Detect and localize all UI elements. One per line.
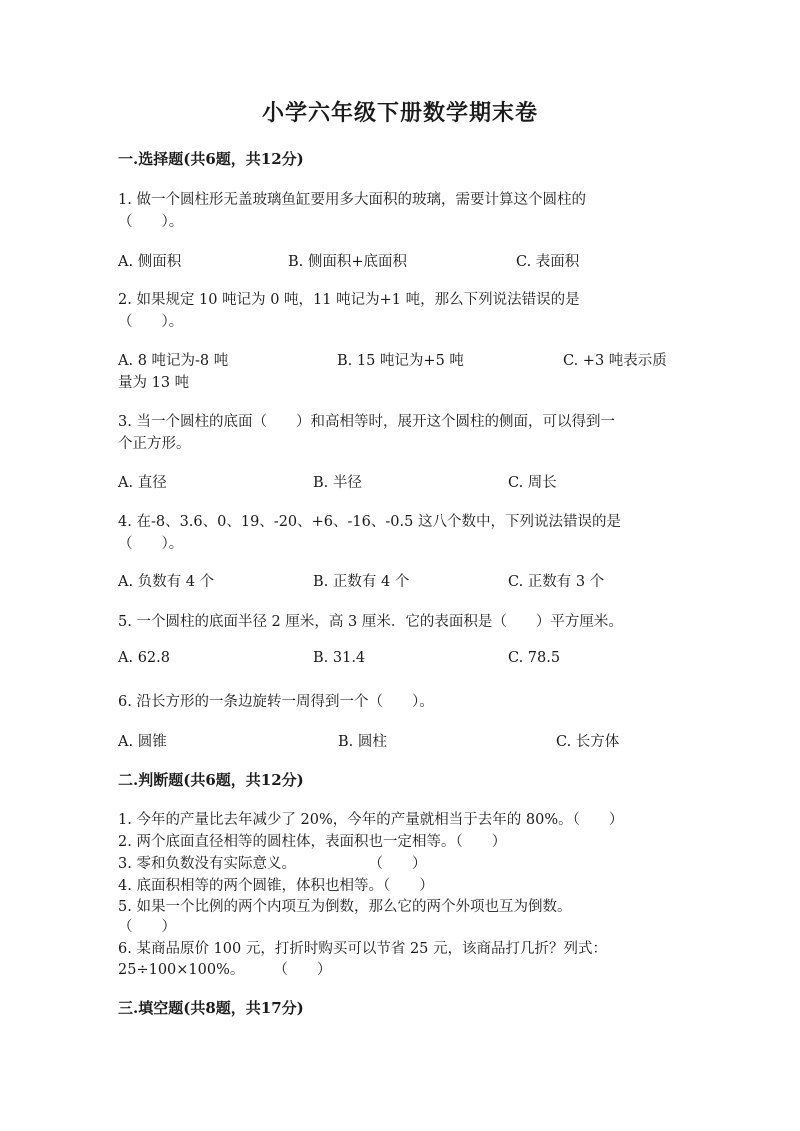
judge-question-6-line1: 6. 某商品原价 100 元，打折时购买可以节省 25 元，该商品打几折？列式： (118, 941, 608, 957)
choice-question-2-line1: 2. 如果规定 10 吨记为 0 吨，11 吨记为+1 吨，那么下列说法错误的是 (118, 292, 580, 308)
choice-3-option-b: B. 半径 (313, 475, 362, 491)
choice-1-option-b: B. 侧面积+底面积 (288, 254, 408, 270)
choice-5-option-b: B. 31.4 (313, 650, 366, 666)
choice-question-3-line1: 3. 当一个圆柱的底面（ ）和高相等时，展开这个圆柱的侧面，可以得到一 (118, 414, 615, 430)
choice-4-option-a: A. 负数有 4 个 (118, 574, 215, 590)
choice-question-1-line2: （ ）。 (118, 214, 184, 230)
section-heading-choice: 一.选择题(共6题，共12分) (118, 150, 304, 168)
choice-question-6: 6. 沿长方形的一条边旋转一周得到一个（ ）。 (118, 694, 434, 710)
section-heading-judge: 二.判断题(共6题，共12分) (118, 771, 304, 789)
choice-2-option-c: C. +3 吨表示质 (563, 353, 667, 369)
choice-2-option-c-cont: 量为 13 吨 (118, 375, 190, 391)
judge-question-5-line1: 5. 如果一个比例的两个内项互为倒数，那么它的两个外项也互为倒数。 (118, 899, 572, 915)
choice-6-option-c: C. 长方体 (556, 734, 620, 750)
choice-5-option-a: A. 62.8 (118, 650, 170, 666)
choice-1-option-a: A. 侧面积 (118, 254, 182, 270)
choice-1-option-c: C. 表面积 (516, 254, 580, 270)
choice-2-option-a: A. 8 吨记为-8 吨 (118, 353, 229, 369)
judge-question-4: 4. 底面积相等的两个圆锥，体积也相等。（ ） (118, 878, 434, 894)
choice-4-option-c: C. 正数有 3 个 (508, 574, 605, 590)
choice-5-option-c: C. 78.5 (508, 650, 561, 666)
judge-question-5-line2: （ ） (118, 919, 176, 935)
judge-question-6-line2: 25÷100×100%。 （ ） (118, 962, 332, 978)
choice-question-4-line1: 4. 在-8、3.6、0、19、-20、+6、-16、-0.5 这八个数中，下列说法错误的是 (118, 514, 621, 530)
choice-question-3-line2: 个正方形。 (118, 436, 191, 452)
judge-question-2: 2. 两个底面直径相等的圆柱体，表面积也一定相等。（ ） (118, 834, 507, 850)
choice-question-1-line1: 1. 做一个圆柱形无盖玻璃鱼缸要用多大面积的玻璃，需要计算这个圆柱的 (118, 192, 586, 208)
choice-2-option-b: B. 15 吨记为+5 吨 (337, 353, 464, 369)
choice-question-4-line2: （ ）。 (118, 536, 184, 552)
choice-question-2-line2: （ ）。 (118, 314, 184, 330)
choice-6-option-b: B. 圆柱 (338, 734, 387, 750)
choice-3-option-a: A. 直径 (118, 475, 167, 491)
judge-question-1: 1. 今年的产量比去年减少了 20%，今年的产量就相当于去年的 80%。（ ） (118, 812, 624, 828)
section-heading-fill: 三.填空题(共8题，共17分) (118, 999, 304, 1017)
judge-question-3: 3. 零和负数没有实际意义。 （ ） (118, 856, 427, 872)
page-title: 小学六年级下册数学期末卷 (261, 100, 538, 126)
choice-question-5: 5. 一个圆柱的底面半径 2 厘米，高 3 厘米．它的表面积是（ ）平方厘米。 (118, 614, 623, 630)
choice-3-option-c: C. 周长 (508, 475, 557, 491)
choice-4-option-b: B. 正数有 4 个 (313, 574, 410, 590)
choice-6-option-a: A. 圆锥 (118, 734, 167, 750)
